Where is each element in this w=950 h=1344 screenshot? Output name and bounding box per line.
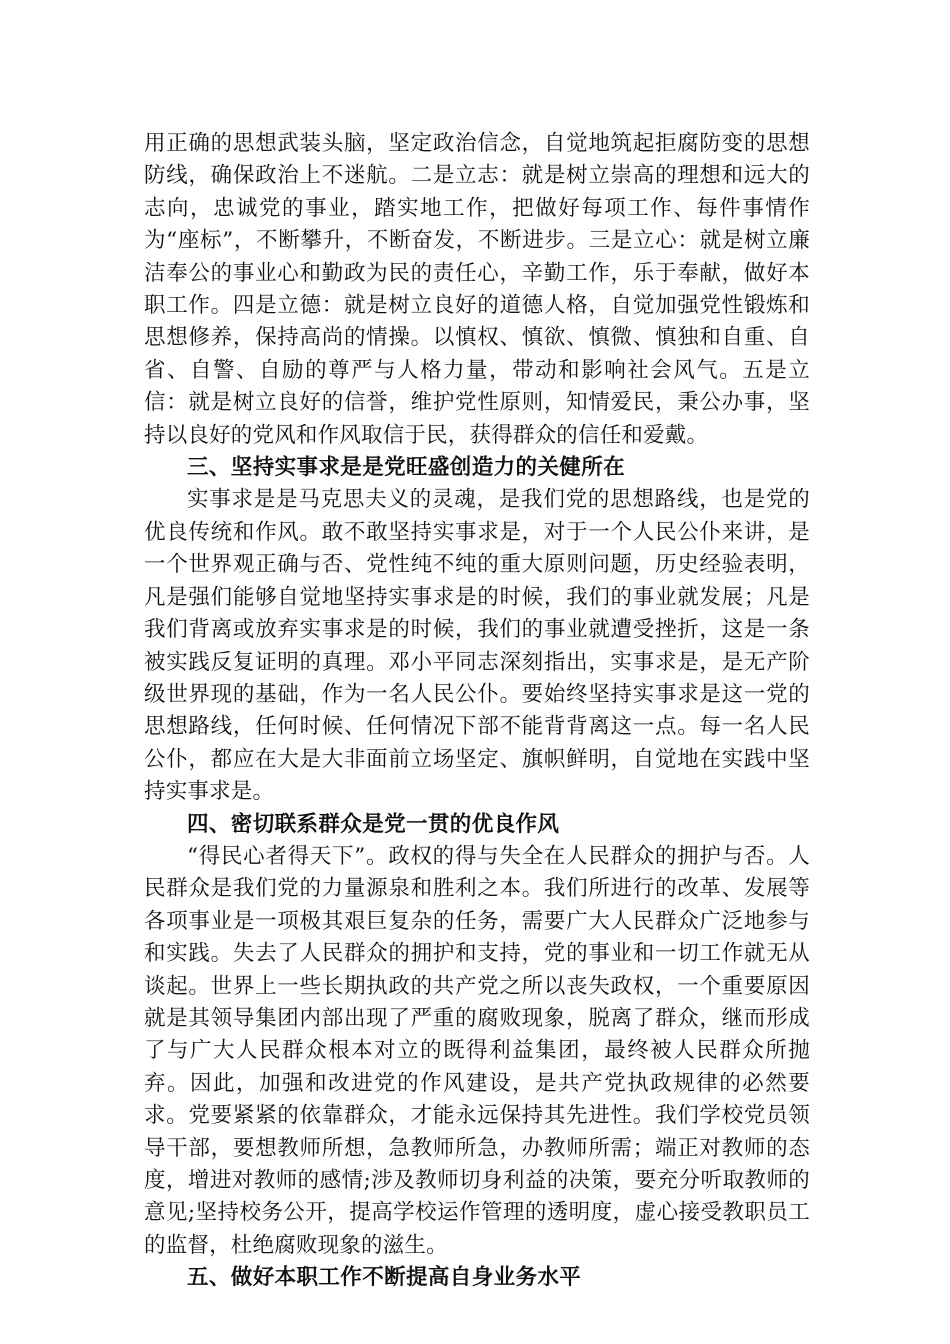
paragraph-five-standards: 用正确的思想武装头脑，坚定政治信念，自觉地筑起拒腐防变的思想防线，确保政治上不迷航。二是立志：就是树立崇高的理想和远大的志向，忠诚党的事业，踏实地工作，把做好每项工作、每件事情作为“座标”，不断攀升，不断奋发，不断进步。三是立心：就是树立廉洁奉公的事业心和勤政为民的责任心，辛勤工作，乐于奉献，做好本职工作。四是立德：就是树立良好的道德人格，自觉加强党性锻炼和思想修养，保持高尚的情操。以慎权、慎欲、慎微、慎独和自重、自省、自警、自励的尊严与人格力量，带动和影响社会风气。五是立信：就是树立良好的信誉，维护党性原则，知情爱民，秉公办事，坚持以良好的党风和作风取信于民，获得群众的信任和爱戴。 — [144, 131, 810, 448]
section-heading-3: 三、坚持实事求是是党旺盛创造力的关健所在 — [187, 455, 626, 481]
paragraph-mass-line: “得民心者得天下”。政权的得与失全在人民群众的拥护与否。人民群众是我们党的力量源泉和胜利之本。我们所进行的改革、发展等各项事业是一项极其艰巨复杂的任务，需要广大人民群众广泛地参与和实践。失去了人民群众的拥护和支持，党的事业和一切工作就无从谈起。世界上一些长期执政的共产党之所以丧失政权，一个重要原因就是其领导集团内部出现了严重的腐败现象，脱离了群众，继而形成了与广大人民群众根本对立的既得利益集团，最终被人民群众所抛弃。因此，加强和改进党的作风建设，是共产党执政规律的必然要求。党要紧紧的依靠群众，才能永远保持其先进性。我们学校党员领导干部，要想教师所想，急教师所急，办教师所需；端正对教师的态度，增进对教师的感情;涉及教师切身利益的决策，要充分听取教师的意见;坚持校务公开，提高学校运作管理的透明度，虚心接受教职员工的监督，杜绝腐败现象的滋生。 — [144, 843, 810, 1258]
section-heading-5: 五、做好本职工作不断提高自身业务水平 — [187, 1265, 582, 1291]
document-page — [144, 128, 810, 1295]
section-heading-4: 四、密切联系群众是党一贯的优良作风 — [187, 811, 560, 837]
paragraph-seek-truth: 实事求是是马克思夫义的灵魂，是我们党的思想路线，也是党的优良传统和作风。敢不敢坚持实事求是，对于一个人民公仆来讲，是一个世界观正确与否、党性纯不纯的重大原则问题，历史经验表明，凡是强们能够自觉地坚持实事求是的时候，我们的事业就发展；凡是我们背离或放弃实事求是的时候，我们的事业就遭受挫折，这是一条被实践反复证明的真理。邓小平同志深刻指出，实事求是，是无产阶级世界现的基础，作为一名人民公仆。要始终坚持实事求是这一党的思想路线，任何时候、任何情况下部不能背背离这一点。每一名人民公仆，都应在大是大非面前立场坚定、旗帜鲜明，自觉地在实践中坚持实事求是。 — [144, 487, 810, 805]
